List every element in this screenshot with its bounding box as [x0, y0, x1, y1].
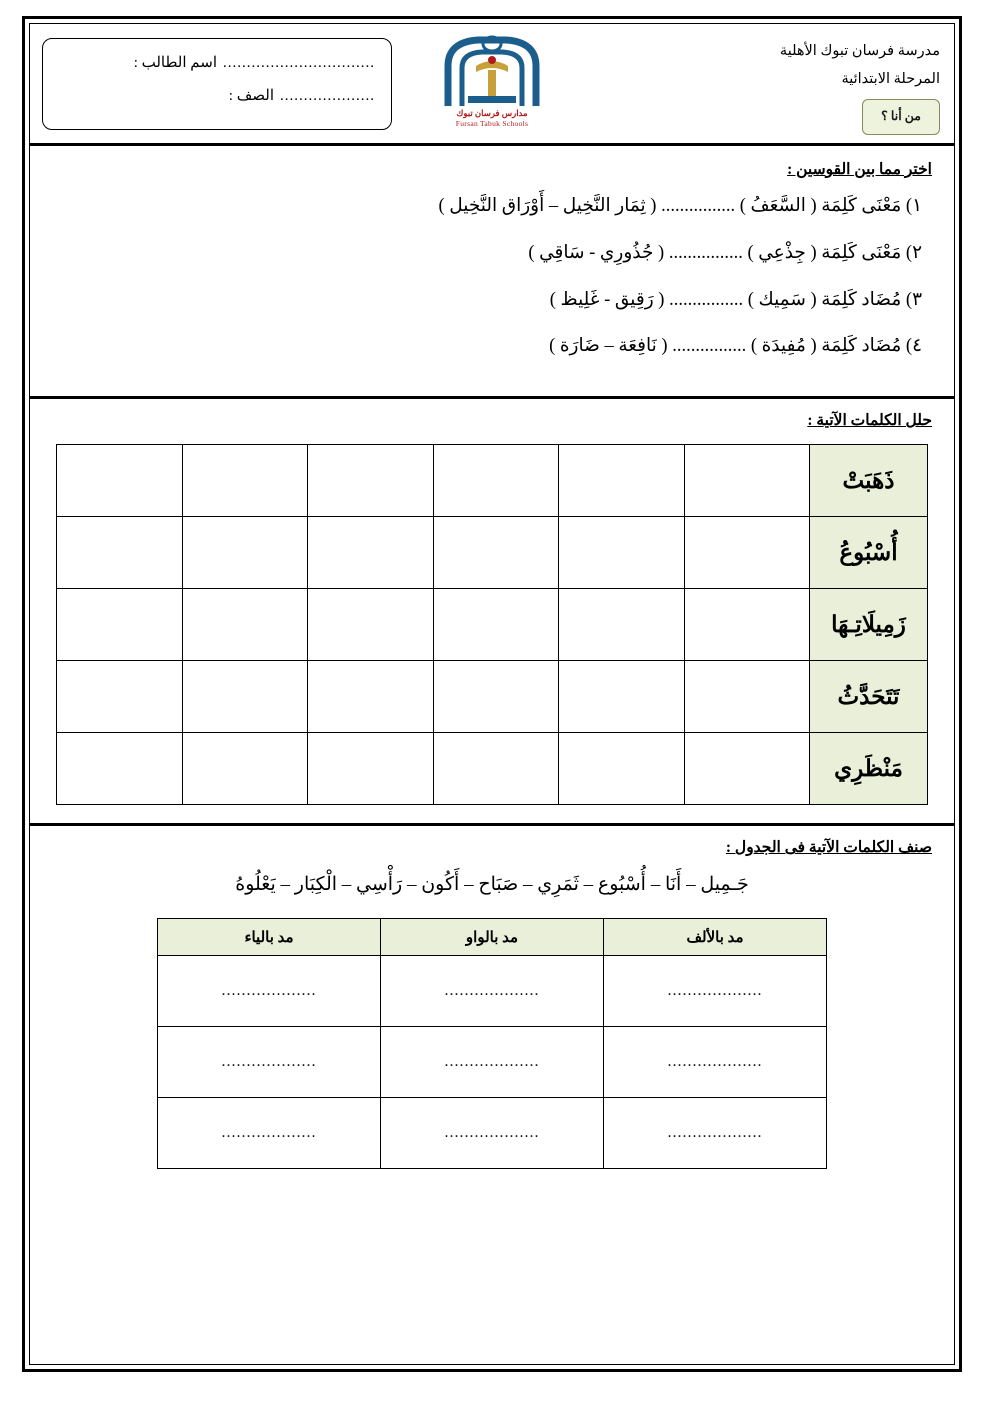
- student-name-dots: ................................: [223, 55, 375, 71]
- question-item: ١) مَعْنَى كَلِمَة ( السَّعَفُ ) ................ ( ثِمَار النَّخِيل – أَوْرَاق النَّخِيل ): [438, 196, 922, 216]
- worksheet-page: [22, 16, 962, 1372]
- analysis-blank-cell[interactable]: [559, 517, 685, 589]
- classify-answer-cell[interactable]: ...................: [158, 956, 381, 1027]
- worksheet-header: [30, 24, 954, 146]
- classify-answer-cell[interactable]: ...................: [381, 956, 604, 1027]
- school-stage: المرحلة الابتدائية: [841, 70, 940, 87]
- section-choose-from-brackets: [30, 146, 954, 399]
- analysis-blank-cell[interactable]: [57, 445, 183, 517]
- school-name: مدرسة فرسان تبوك الأهلية: [779, 43, 940, 59]
- analysis-blank-cell[interactable]: [559, 445, 685, 517]
- analysis-blank-cell[interactable]: [433, 517, 559, 589]
- lesson-badge: من أنا ؟: [862, 99, 940, 135]
- table-row: [57, 661, 928, 733]
- question-item: ٣) مُضَاد كَلِمَة ( سَمِيك ) ................ ( رَقِيق - غَلِيظ ): [549, 289, 922, 310]
- table-row: [57, 589, 928, 661]
- analysis-word: زَمِيلَاتِـهَا: [810, 589, 928, 661]
- analysis-blank-cell[interactable]: [182, 445, 308, 517]
- classify-header-alef: مد بالألف: [604, 919, 827, 956]
- analysis-blank-cell[interactable]: [433, 661, 559, 733]
- analysis-word: مَنْظَرِي: [810, 733, 928, 805]
- classify-answer-cell[interactable]: ...................: [604, 1027, 827, 1098]
- analysis-blank-cell[interactable]: [308, 661, 434, 733]
- table-row: [158, 956, 827, 1027]
- classify-table: [157, 918, 827, 1169]
- analysis-blank-cell[interactable]: [559, 589, 685, 661]
- analysis-blank-cell[interactable]: [308, 589, 434, 661]
- analysis-blank-cell[interactable]: [559, 661, 685, 733]
- school-info: [780, 38, 940, 135]
- analysis-word: ذَهَبَتْ: [810, 445, 928, 517]
- analysis-blank-cell[interactable]: [182, 733, 308, 805]
- analysis-blank-cell[interactable]: [684, 445, 810, 517]
- analysis-word: أُسْبُوعُ: [810, 517, 928, 589]
- worksheet-inner-border: [29, 23, 955, 1365]
- section-analyze-words: [30, 399, 954, 826]
- table-row: [158, 1027, 827, 1098]
- table-row: [57, 445, 928, 517]
- section3-title: صنف الكلمات الآتية فى الجدول :: [725, 839, 932, 857]
- analysis-blank-cell[interactable]: [308, 517, 434, 589]
- classify-answer-cell[interactable]: ...................: [381, 1027, 604, 1098]
- student-name-row: [59, 53, 375, 72]
- table-row: [57, 733, 928, 805]
- student-name-label: اسم الطالب :: [133, 55, 217, 71]
- question-item: ٢) مَعْنَى كَلِمَة ( جِذْعِي ) ................ ( جُذُورِي - سَاقِي ): [528, 242, 922, 263]
- analysis-blank-cell[interactable]: [182, 661, 308, 733]
- analysis-blank-cell[interactable]: [57, 589, 183, 661]
- analysis-blank-cell[interactable]: [308, 733, 434, 805]
- logo-graphic: [438, 32, 546, 110]
- analysis-blank-cell[interactable]: [433, 733, 559, 805]
- table-row: [57, 517, 928, 589]
- analysis-blank-cell[interactable]: [684, 589, 810, 661]
- classify-answer-cell[interactable]: ...................: [381, 1098, 604, 1169]
- analysis-blank-cell[interactable]: [684, 733, 810, 805]
- analysis-grid-wrapper: [56, 444, 928, 805]
- student-class-label: الصف :: [228, 88, 274, 104]
- analysis-table: [56, 444, 928, 805]
- analysis-blank-cell[interactable]: [559, 733, 685, 805]
- analysis-blank-cell[interactable]: [433, 445, 559, 517]
- analysis-blank-cell[interactable]: [57, 517, 183, 589]
- student-info-box: [42, 38, 392, 130]
- classify-words-list: جَـمِيل – أَنَا – أُسْبُوع – ثَمَرِي – صَبَاح – أَكُون – رَأْسِي – الْكِبَار – يَعْلُوهُ: [235, 874, 749, 896]
- classify-header-yaa: مد بالياء: [158, 919, 381, 956]
- logo-english-text: Fursan Tabuk Schools: [455, 119, 529, 128]
- analysis-word: تَتَحَدَّثُ: [810, 661, 928, 733]
- analysis-blank-cell[interactable]: [182, 517, 308, 589]
- question-item: ٤) مُضَاد كَلِمَة ( مُفِيدَة ) ................ ( نَافِعَة – ضَارَة ): [549, 336, 922, 357]
- student-class-dots: ....................: [280, 88, 375, 104]
- analysis-blank-cell[interactable]: [433, 589, 559, 661]
- student-class-row: [59, 86, 375, 105]
- classify-header-waw: مد بالواو: [381, 919, 604, 956]
- section-classify-words: [30, 826, 954, 1364]
- analysis-blank-cell[interactable]: [684, 661, 810, 733]
- classify-answer-cell[interactable]: ...................: [158, 1027, 381, 1098]
- analysis-blank-cell[interactable]: [182, 589, 308, 661]
- table-header-row: [158, 919, 827, 956]
- classify-answer-cell[interactable]: ...................: [158, 1098, 381, 1169]
- analysis-blank-cell[interactable]: [57, 661, 183, 733]
- school-logo: [417, 32, 567, 128]
- classify-table-wrapper: [48, 918, 936, 1169]
- section1-title: اختر مما بين القوسين :: [787, 161, 932, 178]
- table-row: [158, 1098, 827, 1169]
- logo-arabic-text: مدارس فرسان تبوك: [456, 108, 528, 118]
- section2-title: حلل الكلمات الآتية :: [807, 412, 932, 430]
- classify-answer-cell[interactable]: ...................: [604, 956, 827, 1027]
- classify-answer-cell[interactable]: ...................: [604, 1098, 827, 1169]
- analysis-blank-cell[interactable]: [57, 733, 183, 805]
- analysis-blank-cell[interactable]: [684, 517, 810, 589]
- analysis-blank-cell[interactable]: [308, 445, 434, 517]
